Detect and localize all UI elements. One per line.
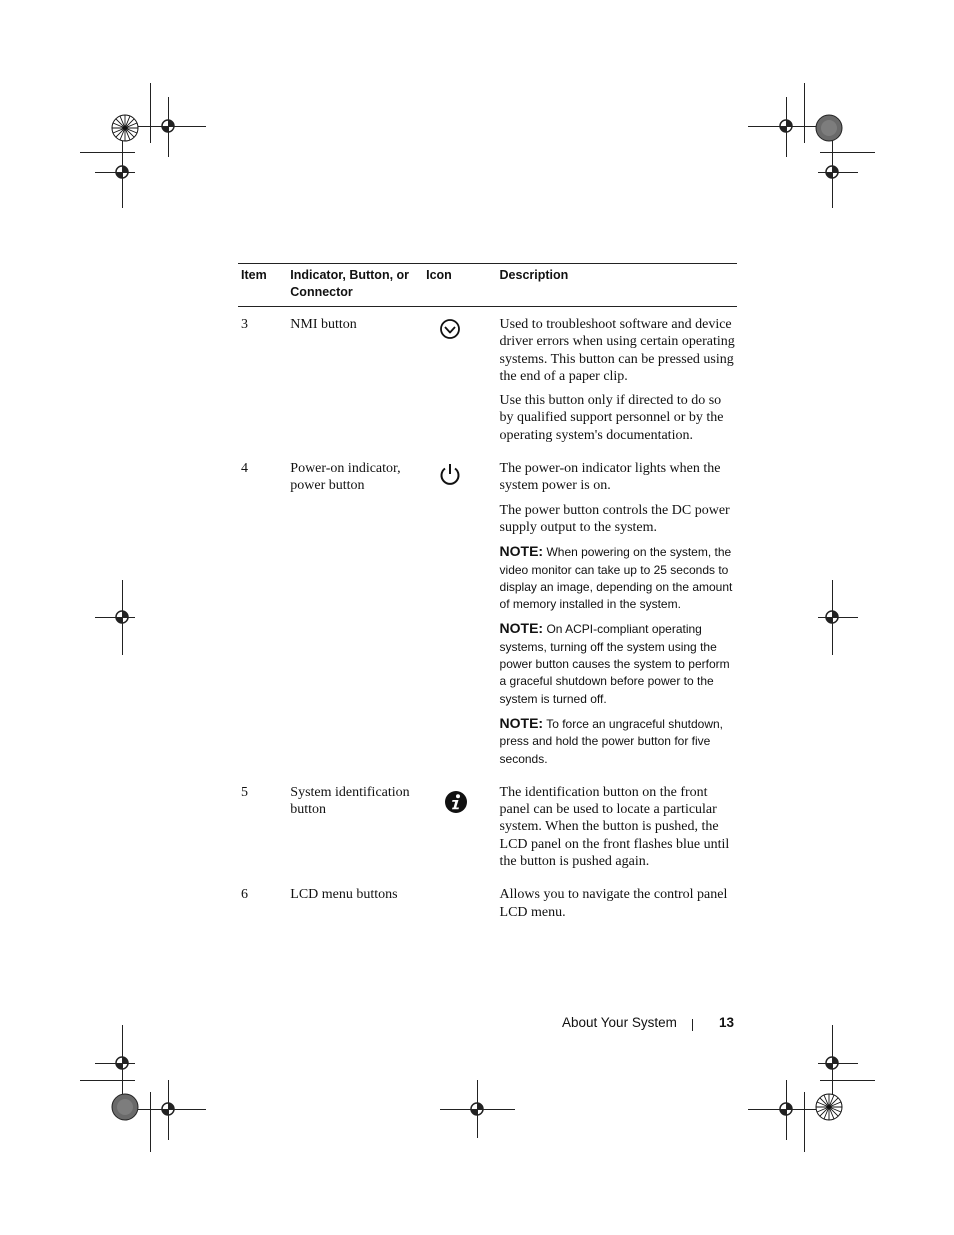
registration-target-icon xyxy=(824,609,840,625)
description-text: The power button controls the DC power supply output to the system. xyxy=(499,502,730,535)
note xyxy=(500,620,737,707)
registration-target-icon xyxy=(824,164,840,180)
item-name: Power-on indicator, power button xyxy=(290,461,401,494)
registration-target-icon xyxy=(778,118,794,134)
footer-section-title: About Your System xyxy=(562,1015,677,1030)
footer-divider xyxy=(692,1019,693,1031)
item-name: NMI button xyxy=(290,317,357,332)
note xyxy=(500,715,737,768)
gray-disc-mark-icon xyxy=(111,1093,139,1121)
note-text: On ACPI-compliant operating systems, turning off the system using the power button causes the system to perform a graceful shutdown before power to the system is turned off. xyxy=(499,622,730,706)
description-text: Use this button only if directed to do so by qualified support personnel or by the operating system's documentation. xyxy=(499,393,724,443)
table-row xyxy=(238,877,737,928)
page-number: 13 xyxy=(719,1015,735,1030)
starburst-mark-icon xyxy=(815,1093,843,1121)
note xyxy=(500,543,737,613)
table-header-row xyxy=(238,264,737,307)
registration-target-icon xyxy=(469,1101,485,1117)
header-description: Description xyxy=(499,268,569,282)
registration-target-icon xyxy=(160,118,176,134)
description-text: Used to troubleshoot software and device driver errors when using certain operating systems. This button can be pressed using the end of a paper clip. xyxy=(499,317,735,384)
note-text: When powering on the system, the video monitor can take up to 25 seconds to display an image, depending on the amount of memory installed in the system. xyxy=(499,545,733,612)
note-label: NOTE: xyxy=(499,620,544,637)
header-item: Item xyxy=(241,268,267,282)
note-text: To force an ungraceful shutdown, press and hold the power button for five seconds. xyxy=(499,716,723,766)
note-label: NOTE: xyxy=(499,714,544,731)
item-number: 5 xyxy=(241,784,248,800)
table-row xyxy=(238,451,737,775)
info-icon xyxy=(444,790,468,814)
registration-target-icon xyxy=(114,1055,130,1071)
table-row xyxy=(238,775,737,877)
item-number: 4 xyxy=(241,461,248,477)
item-name: System identification button xyxy=(290,784,410,818)
item-number: 6 xyxy=(241,887,248,903)
item-name: LCD menu buttons xyxy=(290,887,398,903)
description-text: The identification button on the front panel can be used to locate a particular system. When the button is pushed, the LCD panel on the front flashes blue until the button is pushed again. xyxy=(499,784,730,870)
registration-target-icon xyxy=(114,609,130,625)
gray-disc-mark-icon xyxy=(815,114,843,142)
nmi-icon xyxy=(439,318,461,340)
starburst-mark-icon xyxy=(111,114,139,142)
power-icon xyxy=(438,462,462,488)
description-text: Allows you to navigate the control panel LCD menu. xyxy=(499,887,728,920)
note-label: NOTE: xyxy=(499,543,544,560)
registration-target-icon xyxy=(824,1055,840,1071)
registration-target-icon xyxy=(778,1101,794,1117)
header-indicator: Indicator, Button, or Connector xyxy=(290,268,410,299)
item-number: 3 xyxy=(241,317,248,332)
registration-target-icon xyxy=(160,1101,176,1117)
indicator-table xyxy=(238,263,737,928)
description-text: The power-on indicator lights when the system power is on. xyxy=(499,461,721,494)
header-icon: Icon xyxy=(426,268,452,282)
table-row xyxy=(238,307,737,452)
registration-target-icon xyxy=(114,164,130,180)
